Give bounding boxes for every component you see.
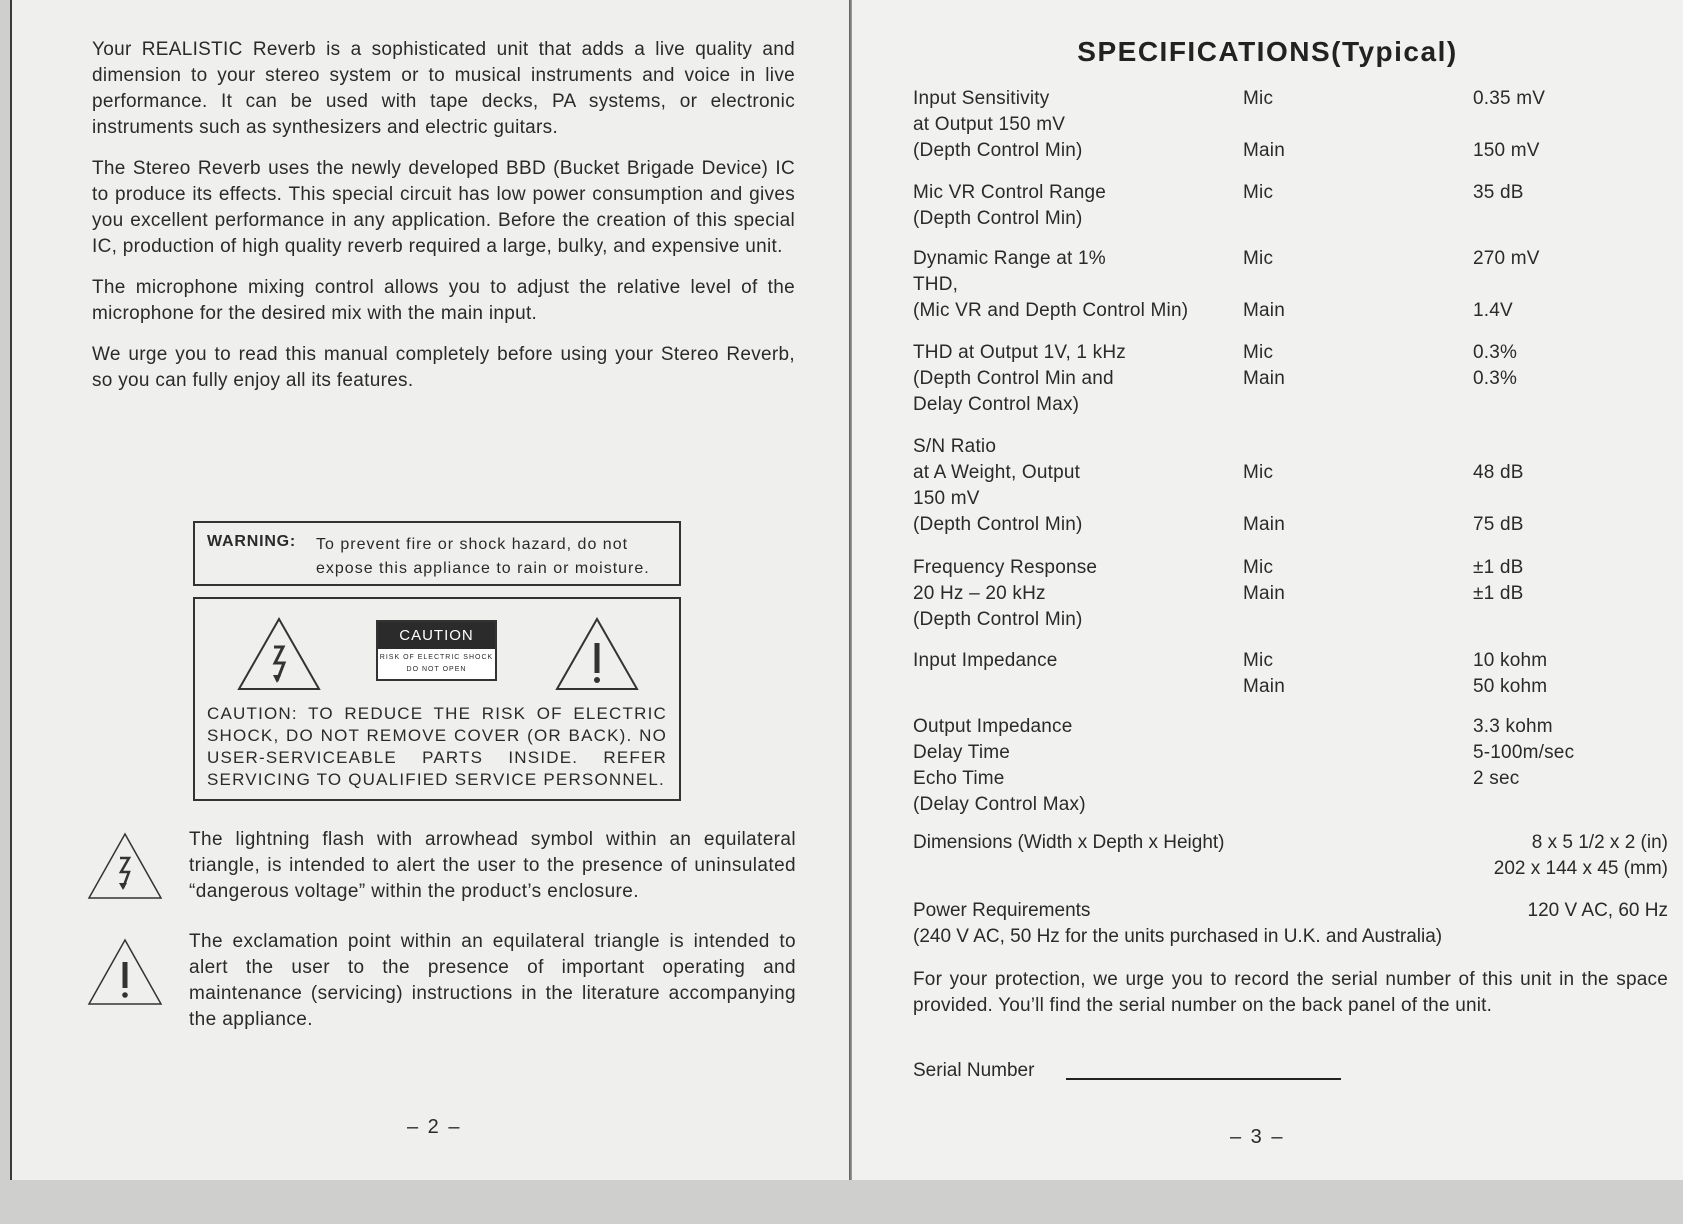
spec-input-type: Main <box>1243 368 1285 389</box>
spec-value: 5-100m/sec <box>1473 742 1575 763</box>
spec-value: 3.3 kohm <box>1473 716 1553 737</box>
spec-value: 0.3% <box>1473 368 1518 389</box>
spec-input-type: Mic <box>1243 462 1274 483</box>
protection-text: For your protection, we urge you to record the serial number of this unit in the space provided. You’ll find the serial number on the back panel of the unit. <box>913 969 1668 1016</box>
spec-label: S/N Ratio <box>913 436 997 457</box>
spec-input-type: Main <box>1243 300 1285 321</box>
spec-label: (Depth Control Min and <box>913 368 1114 389</box>
exclamation-triangle-icon <box>555 617 639 691</box>
caution-box <box>193 597 681 801</box>
left-page <box>10 0 852 1180</box>
spec-input-type: Mic <box>1243 182 1274 203</box>
spec-value: 270 mV <box>1473 248 1540 269</box>
power-value: 120 V AC, 60 Hz <box>1527 900 1668 921</box>
caution-label-line2: DO NOT OPEN <box>406 666 467 673</box>
spec-input-type: Mic <box>1243 557 1274 578</box>
background-surface <box>0 1180 1683 1224</box>
spec-value: 35 dB <box>1473 182 1524 203</box>
caution-label-line1: RISK OF ELECTRIC SHOCK <box>379 654 494 661</box>
intro-paragraph-2: The Stereo Reverb uses the newly developed BBD (Bucket Brigade Device) IC to produce its effects. This special circuit has low power consumption and gives you excellent performance in any application. Before the creation of this special IC, production of high quality reverb required a large, bulky, and expensive unit. <box>92 158 795 257</box>
lightning-triangle-icon <box>237 617 321 691</box>
spec-value: 0.3% <box>1473 342 1518 363</box>
spec-input-type: Mic <box>1243 342 1274 363</box>
spec-value: 48 dB <box>1473 462 1524 483</box>
dimensions-row <box>913 830 1668 879</box>
spec-label: (Depth Control Min) <box>913 208 1083 229</box>
spec-input-type: Main <box>1243 583 1285 604</box>
spec-input-type: Main <box>1243 676 1285 697</box>
spec-label: Input Impedance <box>913 650 1058 671</box>
spec-label: (Depth Control Min) <box>913 609 1083 630</box>
spec-label: Delay Time <box>913 742 1011 763</box>
spec-value: 10 kohm <box>1473 650 1548 671</box>
spec-value: ±1 dB <box>1473 583 1524 604</box>
dimensions-label: Dimensions (Width x Depth x Height) <box>913 832 1225 853</box>
warning-box <box>193 521 681 586</box>
spec-value: 1.4V <box>1473 300 1513 321</box>
spec-label: THD, <box>913 274 959 295</box>
spec-label: Mic VR Control Range <box>913 182 1107 203</box>
dimensions-inches: 8 x 5 1/2 x 2 (in) <box>1531 832 1668 853</box>
warning-text: To prevent fire or shock hazard, do not expose this appliance to rain or moisture. <box>316 536 650 577</box>
spec-label: Delay Control Max) <box>913 394 1080 415</box>
spec-label: Frequency Response <box>913 557 1098 578</box>
spec-label: 20 Hz – 20 kHz <box>913 583 1046 604</box>
spec-label: (Depth Control Min) <box>913 140 1083 161</box>
right-page <box>852 0 1683 1180</box>
dimensions-mm: 202 x 144 x 45 (mm) <box>1493 858 1668 879</box>
intro-paragraph-4: We urge you to read this manual completely before using your Stereo Reverb, so you can fully enjoy all its features. <box>92 344 795 391</box>
spec-label: (Depth Control Min) <box>913 514 1083 535</box>
intro-paragraph-1: Your REALISTIC Reverb is a sophisticated unit that adds a live quality and dimension to your stereo system or to musical instruments and voice in live performance. It can be used with tape decks, PA systems, or electronic instruments such as synthesizers and electric guitars. <box>92 39 795 138</box>
spec-value: 150 mV <box>1473 140 1540 161</box>
specifications-title: SPECIFICATIONS(Typical) <box>1077 36 1458 67</box>
spec-label: at Output 150 mV <box>913 114 1066 135</box>
warning-label: WARNING: <box>207 533 297 550</box>
serial-number-field[interactable] <box>1066 1078 1341 1080</box>
exclamation-description: The exclamation point within an equilateral triangle is intended to alert the user to the presence of important operating and maintenance (servicing) instructions in the literature accompanying the appliance. <box>189 931 796 1030</box>
spec-input-type: Main <box>1243 140 1285 161</box>
spec-value: 0.35 mV <box>1473 88 1546 109</box>
power-label: Power Requirements <box>913 900 1091 921</box>
lightning-symbol-icon <box>87 832 163 900</box>
exclamation-symbol-icon <box>87 938 163 1006</box>
caution-label-title: CAUTION <box>378 622 495 649</box>
spec-value: 50 kohm <box>1473 676 1548 697</box>
spec-input-type: Mic <box>1243 650 1274 671</box>
spec-label: 150 mV <box>913 488 980 509</box>
spec-label: (Mic VR and Depth Control Min) <box>913 300 1189 321</box>
power-note: (240 V AC, 50 Hz for the units purchased in U.K. and Australia) <box>913 926 1443 947</box>
spec-value: 2 sec <box>1473 768 1520 789</box>
intro-paragraph-3: The microphone mixing control allows you to adjust the relative level of the microphone for the desired mix with the main input. <box>92 277 795 324</box>
spec-input-type: Mic <box>1243 248 1274 269</box>
spec-label: at A Weight, Output <box>913 462 1081 483</box>
spec-label: THD at Output 1V, 1 kHz <box>913 342 1126 363</box>
spec-label: Echo Time <box>913 768 1005 789</box>
spec-label: Input Sensitivity <box>913 88 1050 109</box>
spec-value: 75 dB <box>1473 514 1524 535</box>
caution-text: CAUTION: TO REDUCE THE RISK OF ELECTRIC SHOCK, DO NOT REMOVE COVER (OR BACK). NO USER-SERVICEABLE PARTS INSIDE. REFER SERVICING TO QUALIFIED SERVICE PERSONNEL. <box>207 704 667 789</box>
page-number-right: – 3 – <box>1230 1126 1285 1148</box>
spec-label: Dynamic Range at 1% <box>913 248 1106 269</box>
intro-text <box>92 37 795 409</box>
spec-input-type: Mic <box>1243 88 1274 109</box>
page-number-left: – 2 – <box>407 1116 462 1138</box>
spec-label: Output Impedance <box>913 716 1073 737</box>
spec-value: ±1 dB <box>1473 557 1524 578</box>
spec-input-type: Main <box>1243 514 1285 535</box>
caution-label <box>376 620 497 681</box>
lightning-description: The lightning flash with arrowhead symbol within an equilateral triangle, is intended to alert the user to the presence of uninsulated “dangerous voltage” within the product’s enclosure. <box>189 829 796 902</box>
serial-number-label: Serial Number <box>913 1060 1035 1081</box>
spec-label: (Delay Control Max) <box>913 794 1086 815</box>
power-row <box>913 898 1668 950</box>
